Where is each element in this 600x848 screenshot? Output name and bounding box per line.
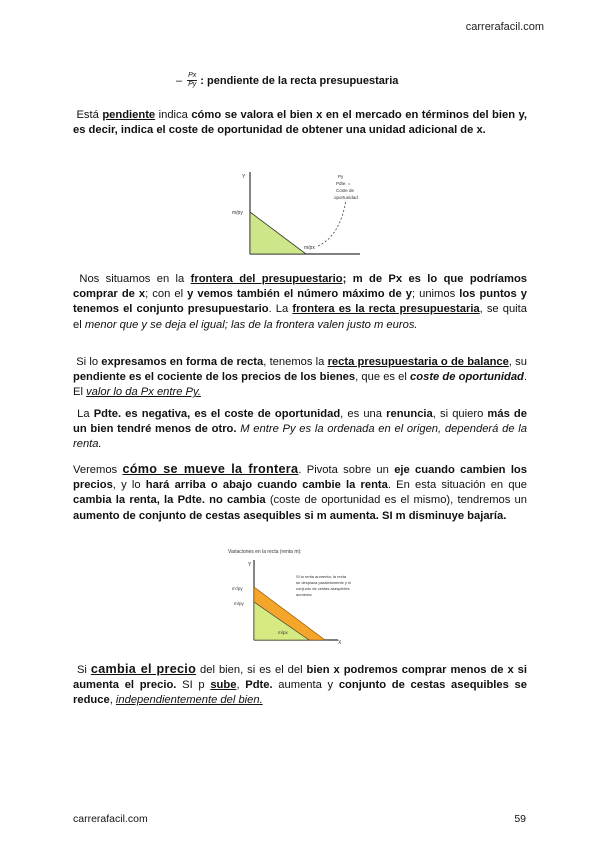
fig2-y-label: Y — [248, 562, 252, 568]
paragraph-pendiente: Está pendiente indica cómo se valora el bien x en el mercado en términos del bien y, es decir, indica el coste de oportunidad de obtener una unidad adicional de x. — [73, 109, 528, 137]
fig2-tick-x: m/px — [278, 630, 288, 635]
fig1-y-label: Y — [242, 174, 246, 180]
fig1-y-tick: m/py — [232, 210, 243, 216]
fig2-tick-upper: m'/py — [232, 586, 243, 591]
paragraph-recta: Si lo expresamos en forma de recta, tenemos la recta presupuestaria o de balance, su pendiente es el cociente de los precios de los bienes, que es el coste de oportunidad. El valor lo da Px entre Py. — [73, 356, 527, 399]
svg-text:aumenta: aumenta — [296, 592, 312, 597]
fig2-note — [296, 574, 351, 597]
paragraph-pendiente-negativa: La Pdte. es negativa, es el coste de oportunidad, es una renuncia, si quiero más de un bien tendré menos de otro. M entre Py es la ordenada en el origen, dependerá de la renta. — [73, 408, 527, 451]
svg-text:Si la renta aumenta, la recta: Si la renta aumenta, la recta — [296, 574, 347, 579]
fig1-x-tick: m/px — [304, 245, 315, 251]
footer-site: carrerafacil.com — [73, 813, 148, 825]
fig2-title: Variaciones en la recta (renta m): — [228, 549, 302, 555]
svg-text:se desplaza paralelamente y el: se desplaza paralelamente y el — [296, 580, 352, 585]
formula-minus: – — [176, 74, 183, 87]
page-number: 59 — [514, 813, 526, 825]
fraction-numerator: Px — [188, 72, 197, 79]
paragraph-mueve-frontera: Veremos cómo se mueve la frontera. Pivota sobre un eje cuando cambien los precios, y lo hará arriba o abajo cuando cambie la renta. En esta situación en que cambia la renta, la Pdte. no cambia (coste de oportunidad es el mismo), tendremos un aumento de conjunto de cestas asequibles si m aumenta. SI m disminuye bajaría. — [73, 462, 528, 522]
figure-income-shift — [226, 546, 388, 650]
fraction-denominator: Py — [188, 81, 197, 88]
header-site: carrerafacil.com — [465, 21, 544, 33]
slope-formula — [176, 72, 398, 89]
svg-text:oportunidad: oportunidad — [334, 195, 358, 200]
fig2-tick-lower: m/py — [234, 601, 244, 606]
svg-text:Py: Py — [338, 174, 344, 179]
budget-set-area — [250, 212, 306, 254]
formula-label: : pendiente de la recta presupuestaria — [200, 74, 399, 87]
figure-budget-set — [228, 166, 368, 262]
fig1-note — [334, 174, 358, 200]
svg-text:conjunto de cestas asequibles: conjunto de cestas asequibles — [296, 586, 350, 591]
svg-text:Coste de: Coste de — [336, 188, 355, 193]
price-ratio-fraction — [187, 72, 197, 89]
fig2-x-label: X — [338, 640, 342, 646]
paragraph-cambia-precio: Si cambia el precio del bien, si es el del bien x podremos comprar menos de x si aumenta el precio. SI p sube, Pdte. aumenta y conjunto de cestas asequibles se reduce, independientemente del bien. — [73, 662, 528, 707]
annotation-arrow — [318, 200, 346, 246]
paragraph-frontera: Nos situamos en la frontera del presupuestario; m de Px es lo que podríamos comprar de x; con el y vemos también el número máximo de y; unimos los puntos y tenemos el conjunto presupuestario. La frontera es la recta presupuestaria, se quita el menor que y se deja el igual; las de la frontera valen justo m euros. — [73, 273, 528, 331]
svg-text:Pdte. =: Pdte. = — [336, 181, 351, 186]
